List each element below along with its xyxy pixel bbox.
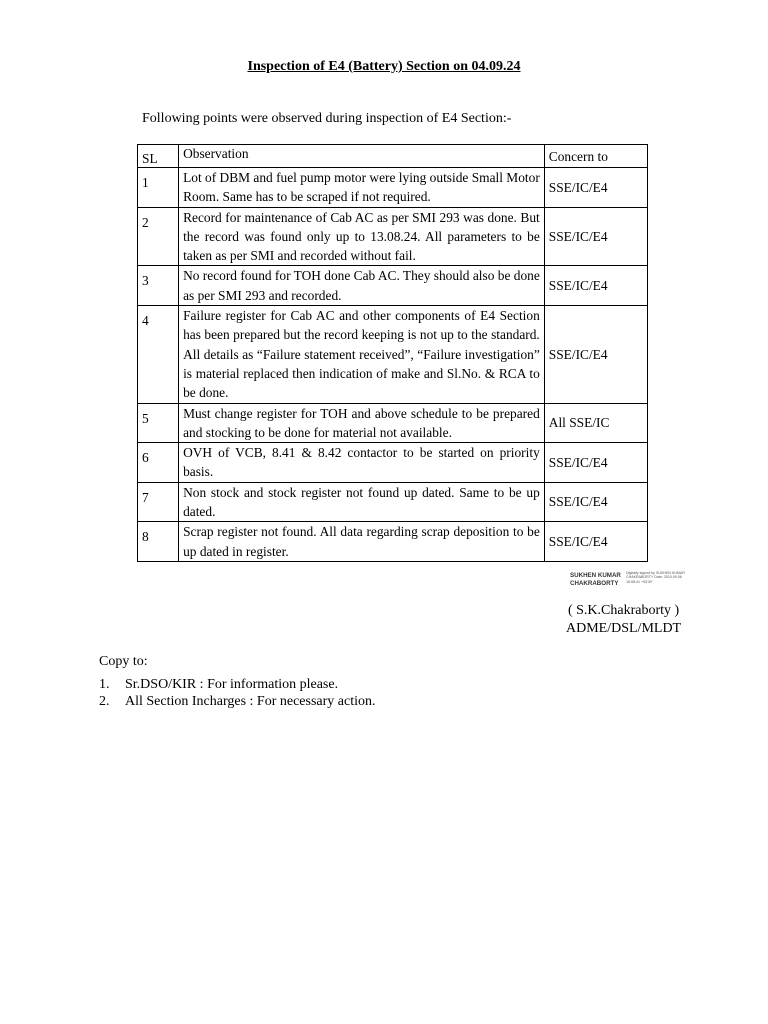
row-observation: Must change register for TOH and above schedule to be prepared and stocking to be done for material not available. bbox=[179, 403, 545, 443]
row-concern: SSE/IC/E4 bbox=[544, 443, 647, 483]
row-sl: 6 bbox=[138, 443, 179, 483]
table-row bbox=[138, 443, 648, 483]
row-sl: 2 bbox=[138, 207, 179, 266]
row-concern: SSE/IC/E4 bbox=[544, 266, 647, 306]
observation-table bbox=[137, 144, 648, 562]
list-item-number: 1. bbox=[99, 677, 110, 692]
table-row bbox=[138, 266, 648, 306]
copy-to-list bbox=[99, 676, 376, 710]
copy-to-label: Copy to: bbox=[99, 654, 148, 669]
table-header-row bbox=[138, 145, 648, 168]
row-concern: SSE/IC/E4 bbox=[544, 306, 647, 403]
row-observation: Non stock and stock register not found up dated. Same to be up dated. bbox=[179, 482, 545, 522]
row-sl: 4 bbox=[138, 306, 179, 403]
row-sl: 5 bbox=[138, 403, 179, 443]
row-concern: SSE/IC/E4 bbox=[544, 522, 647, 562]
row-observation: Record for maintenance of Cab AC as per SMI 293 was done. But the record was found only up to 13.08.24. All parameters to be taken as per SMI and recorded without fail. bbox=[179, 207, 545, 266]
header-observation: Observation bbox=[179, 145, 545, 168]
signatory-designation: ADME/DSL/MLDT bbox=[566, 621, 682, 636]
row-concern: SSE/IC/E4 bbox=[544, 207, 647, 266]
header-concern: Concern to bbox=[544, 145, 647, 168]
table-row bbox=[138, 306, 648, 403]
row-sl: 1 bbox=[138, 168, 179, 208]
header-sl: SL bbox=[138, 145, 179, 168]
table-row bbox=[138, 207, 648, 266]
signatory-name: ( S.K.Chakraborty ) bbox=[567, 603, 680, 618]
digital-signature-name: SUKHEN KUMAR CHAKRABORTY bbox=[570, 572, 621, 587]
row-sl: 3 bbox=[138, 266, 179, 306]
list-item-text: All Section Incharges : For necessary action. bbox=[125, 694, 376, 709]
table-row bbox=[138, 168, 648, 208]
list-item bbox=[99, 676, 376, 693]
row-concern: All SSE/IC bbox=[544, 403, 647, 443]
row-observation: OVH of VCB, 8.41 & 8.42 contactor to be started on priority basis. bbox=[179, 443, 545, 483]
digital-signature-detail: Digitally signed by SUKHEN KUMAR CHAKRABORTY Date: 2024.09.06 16:08:41 +05'30' bbox=[626, 571, 685, 584]
table-row bbox=[138, 482, 648, 522]
table-row bbox=[138, 522, 648, 562]
row-concern: SSE/IC/E4 bbox=[544, 482, 647, 522]
row-observation: Failure register for Cab AC and other components of E4 Section has been prepared but the record keeping is not up to the standard. All details as “Failure statement received”, “Failure investigation” is material replaced then indication of make and Sl.No. & RCA to be done. bbox=[179, 306, 545, 403]
table-row bbox=[138, 403, 648, 443]
list-item bbox=[99, 693, 376, 710]
digital-signature bbox=[570, 571, 690, 595]
row-observation: Scrap register not found. All data regarding scrap deposition to be up dated in register. bbox=[179, 522, 545, 562]
signatory-block bbox=[566, 602, 681, 638]
row-sl: 7 bbox=[138, 482, 179, 522]
list-item-number: 2. bbox=[99, 694, 110, 709]
intro-text: Following points were observed during inspection of E4 Section:- bbox=[142, 111, 512, 126]
list-item-text: Sr.DSO/KIR : For information please. bbox=[125, 677, 339, 692]
document-title: Inspection of E4 (Battery) Section on 04.09.24 bbox=[247, 59, 521, 74]
row-sl: 8 bbox=[138, 522, 179, 562]
row-observation: No record found for TOH done Cab AC. They should also be done as per SMI 293 and recorded. bbox=[179, 266, 545, 306]
row-observation: Lot of DBM and fuel pump motor were lying outside Small Motor Room. Same has to be scraped if not required. bbox=[179, 168, 545, 208]
row-concern: SSE/IC/E4 bbox=[544, 168, 647, 208]
